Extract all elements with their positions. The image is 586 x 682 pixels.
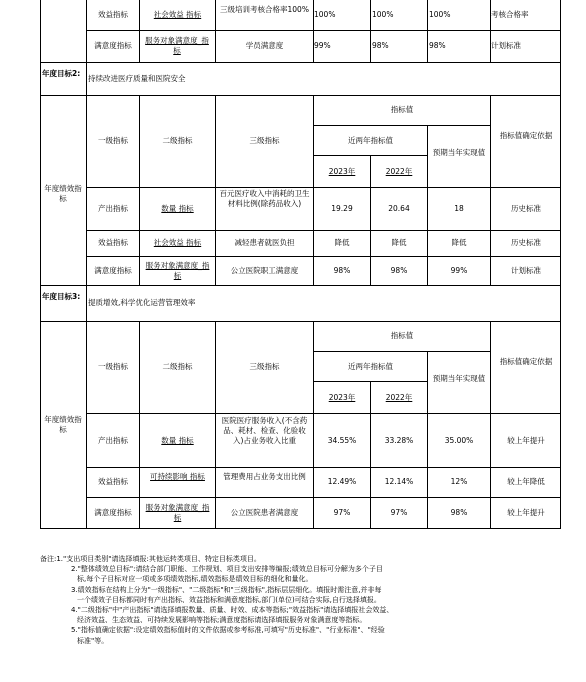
header-recent: 近两年指标值 — [348, 362, 393, 371]
cell: 98% — [372, 41, 389, 50]
note-line: 4."二级指标"中"产出指标"请选择填报数量、质量、时效、成本等指标;"效益指标"请选择填报社会效益、 — [71, 606, 394, 615]
cell: 98% — [450, 508, 468, 517]
cell: 满意度指标 — [94, 41, 132, 50]
g2-row-line — [86, 256, 561, 257]
g2-row-line — [313, 155, 427, 156]
cell: 管理费用占业务支出比例 — [223, 472, 306, 481]
header-level3: 三级指标 — [249, 362, 280, 371]
header-year2: 2022年 — [385, 167, 413, 176]
cell: 数量 指标 — [161, 204, 194, 213]
cell: 97% — [390, 508, 408, 517]
top-col-line — [427, 0, 428, 63]
cell: 12% — [450, 477, 468, 486]
g2-col-line — [215, 95, 216, 286]
header-year1: 2023年 — [328, 393, 356, 402]
note-line: 标准"等。 — [77, 636, 109, 645]
cell: 33.28% — [384, 436, 414, 445]
g3-row-line — [86, 467, 561, 468]
header-value: 指标值 — [390, 105, 414, 114]
note-line: 3.绩效指标在结构上分为"一级指标"、"二级指标"和"三级指标",指标层层细化。填报时需注意,并非每 — [71, 585, 382, 594]
cell: 历史标准 — [511, 204, 541, 213]
note-line: 标,每个子目标对应一项或多项绩效指标,绩效指标是绩效目标的细化和量化。 — [77, 575, 313, 584]
header-basis: 指标值确定依据 — [499, 131, 553, 140]
g2-row-line — [86, 187, 561, 188]
cell: 35.00% — [444, 436, 474, 445]
cell: 34.55% — [327, 436, 357, 445]
g2-row-line — [313, 125, 490, 126]
g2-col-line — [490, 95, 491, 286]
cell: 公立医院患者满意度 — [230, 508, 299, 517]
cell: 产出指标 — [98, 436, 128, 445]
goal2-side-label: 年度绩效指标 — [44, 184, 82, 203]
cell: 降低 — [334, 238, 350, 247]
g2-col-line — [313, 95, 314, 286]
cell: 产出指标 — [98, 204, 128, 213]
cell: 百元医疗收入中消耗的卫生材料比例(除药品收入) — [219, 189, 310, 208]
cell: 18 — [454, 204, 464, 213]
g3-row-line — [313, 351, 490, 352]
g2-row-line — [86, 230, 561, 231]
cell: 较上年提升 — [507, 436, 545, 445]
header-basis: 指标值确定依据 — [499, 357, 553, 366]
cell: 99% — [450, 266, 468, 275]
cell: 较上年降低 — [507, 477, 545, 486]
header-year2: 2022年 — [385, 393, 413, 402]
cell: 公立医院职工满意度 — [230, 266, 299, 275]
cell: 可持续影响 指标 — [150, 472, 205, 481]
note-line: 2."整体绩效总目标":请结合部门职能、工作规划、项目支出安排等编报;绩效总目标可分解为多个子目 — [71, 565, 383, 574]
header-level2: 二级指标 — [162, 136, 193, 145]
top-row-line — [86, 30, 561, 31]
cell: 效益指标 — [98, 477, 128, 486]
g3-row-line — [86, 497, 561, 498]
g2-col-line — [139, 95, 140, 286]
goal3-label: 年度目标3: — [42, 292, 81, 301]
cell: 减轻患者就医负担 — [234, 238, 295, 247]
cell: 社会效益 指标 — [153, 238, 202, 247]
goal2-text: 持续改进医疗质量和医院安全 — [88, 74, 186, 83]
cell: 97% — [333, 508, 351, 517]
header-value: 指标值 — [390, 331, 414, 340]
header-recent: 近两年指标值 — [348, 136, 393, 145]
cell: 考核合格率 — [491, 10, 529, 19]
goal3-side-label: 年度绩效指标 — [44, 415, 82, 434]
cell: 较上年提升 — [507, 508, 545, 517]
cell: 效益指标 — [98, 238, 128, 247]
cell: 100% — [314, 10, 336, 19]
cell: 100% — [429, 10, 451, 19]
cell: 学员满意度 — [245, 41, 284, 50]
cell: 满意度指标 — [94, 266, 132, 275]
cell: 98% — [390, 266, 408, 275]
cell: 20.64 — [388, 204, 410, 213]
goal3-label-divider — [86, 285, 87, 322]
cell: 99% — [314, 41, 331, 50]
header-level3: 三级指标 — [249, 136, 280, 145]
header-level2: 二级指标 — [162, 362, 193, 371]
cell: 计划标准 — [491, 41, 521, 50]
cell: 医院医疗服务收入(不含药品、耗材、检查、化验收入)占业务收入比重 — [221, 416, 308, 445]
goal3-text: 提质增效,科学优化运营管理效率 — [88, 298, 196, 307]
cell: 19.29 — [331, 204, 353, 213]
cell: 12.49% — [327, 477, 357, 486]
header-expected: 预期当年实现值 — [432, 374, 486, 383]
cell: 98% — [429, 41, 446, 50]
goal2-label: 年度目标2: — [42, 69, 81, 78]
notes — [40, 554, 560, 646]
cell: 历史标准 — [511, 238, 541, 247]
cell: 100% — [372, 10, 394, 19]
cell: 三级培训考核合格率100% — [220, 5, 309, 14]
note-line: 备注:1."支出项目类别"请选择填报:其他运转类项目、特定目标类项目。 — [40, 555, 261, 563]
cell: 降低 — [451, 238, 467, 247]
g2-col-line — [86, 95, 87, 286]
cell: 12.14% — [384, 477, 414, 486]
g3-row-line — [313, 381, 427, 382]
cell: 98% — [333, 266, 351, 275]
g3-row-line — [86, 413, 561, 414]
note-line: 一个绩效子目标都同时有产出指标、效益指标和满意度指标,部门(单位)可结合实际,自行选择填报。 — [77, 595, 381, 604]
header-expected: 预期当年实现值 — [432, 148, 486, 157]
note-line: 5."指标值确定依据":设定绩效指标值时的文件依据或参考标准,可填写"历史标准"、"行业标准"、"经验 — [71, 626, 385, 635]
cell: 服务对象满意度_指标 — [145, 261, 210, 280]
header-level1: 一级指标 — [98, 136, 128, 145]
cell: 服务对象满意度_指标 — [145, 36, 209, 55]
top-col-line — [370, 0, 371, 63]
cell: 计划标准 — [511, 266, 541, 275]
g3-col-line — [370, 381, 371, 529]
cell: 社会效益 指标 — [153, 10, 202, 19]
goal2-label-divider — [86, 62, 87, 96]
cell: 数量 指标 — [161, 436, 194, 445]
cell: 服务对象满意度_指标 — [145, 503, 210, 522]
note-line: 经济效益、生态效益、可持续发展影响等指标;满意度指标请选择填报服务对象满意度等指标。 — [77, 616, 367, 625]
header-year1: 2023年 — [328, 167, 356, 176]
cell: 效益指标 — [98, 10, 128, 19]
cell: 降低 — [391, 238, 407, 247]
header-level1: 一级指标 — [98, 362, 128, 371]
cell: 满意度指标 — [94, 508, 132, 517]
